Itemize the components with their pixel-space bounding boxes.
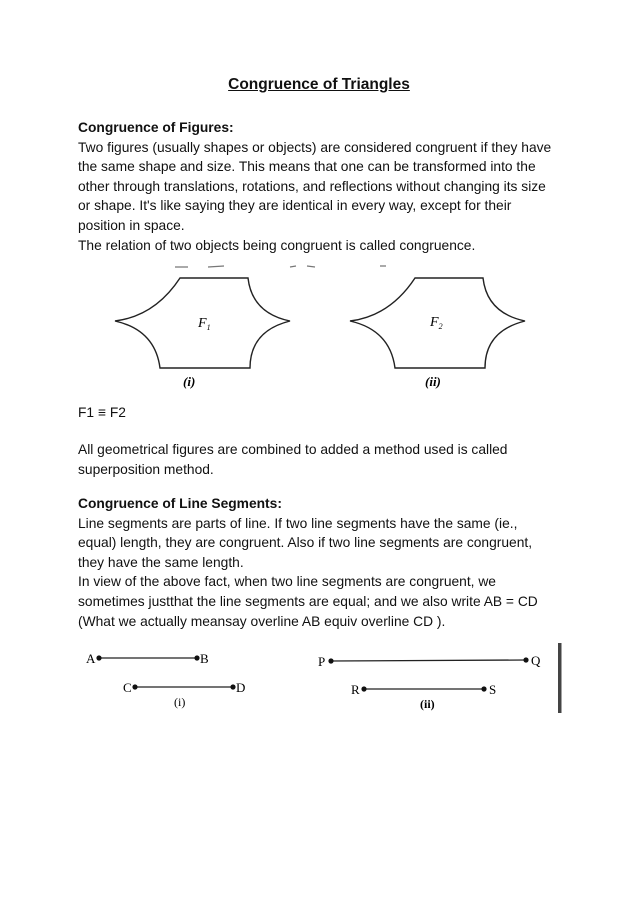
point-c bbox=[132, 684, 137, 689]
paragraph-line: (What we actually meansay overline AB equiv overline CD ). bbox=[78, 613, 446, 629]
figure-f1-label: $F_1$ bbox=[198, 316, 211, 332]
figure2-caption-right: (ii) bbox=[420, 697, 435, 711]
segment-pq bbox=[331, 660, 526, 661]
label-b: B bbox=[200, 651, 209, 666]
label-r: R bbox=[351, 682, 360, 697]
section-heading-figures: Congruence of Figures: bbox=[78, 120, 234, 135]
paragraph-line: All geometrical figures are combined to added a method used is called bbox=[78, 442, 508, 457]
equation-line bbox=[78, 403, 568, 423]
line-segments-diagram bbox=[80, 640, 570, 715]
label-c: C bbox=[123, 680, 132, 695]
paragraph-line: superposition method. bbox=[78, 461, 214, 477]
paragraph-line: or shape. It's like saying they are identical in every way, except for their bbox=[78, 198, 512, 214]
point-p bbox=[328, 658, 333, 663]
paragraph-line: Line segments are parts of line. If two line segments have the same (ie., bbox=[78, 515, 518, 531]
figure-f2-label: $F_2$ bbox=[430, 315, 443, 331]
label-s: S bbox=[489, 682, 497, 697]
figures-section bbox=[78, 118, 568, 255]
superposition-paragraph bbox=[78, 440, 568, 479]
label-a: A bbox=[86, 651, 96, 666]
paragraph-line: the same shape and size. This means that one can be transformed into the bbox=[78, 159, 536, 175]
figure1-caption-left: (i) bbox=[183, 374, 196, 389]
paragraph-line: equal) length, they are congruent. Also if two line segments are congruent, bbox=[78, 535, 533, 551]
paragraph-line: In view of the above fact, when two line segments are congruent, we bbox=[78, 574, 496, 590]
paragraph-line: The relation of two objects being congruent is called congruence. bbox=[78, 237, 476, 253]
paragraph-line: they have the same length. bbox=[78, 554, 244, 570]
point-s bbox=[481, 686, 486, 691]
label-d: D bbox=[236, 680, 246, 695]
paragraph-line: sometimes justthat the line segments are equal; and we also write AB = CD bbox=[78, 593, 538, 609]
paragraph-line: position in space. bbox=[78, 217, 185, 233]
label-p: P bbox=[318, 654, 326, 669]
section-heading-segments: Congruence of Line Segments: bbox=[78, 496, 282, 511]
equation-text: F1 ≡ F2 bbox=[78, 405, 126, 420]
scan-edge-mark bbox=[558, 643, 562, 713]
congruent-figures-diagram bbox=[100, 258, 540, 393]
page-title: Congruence of Triangles bbox=[228, 76, 410, 93]
point-b bbox=[194, 655, 199, 660]
figure2-caption-left: (i) bbox=[174, 695, 186, 709]
point-a bbox=[96, 655, 101, 660]
point-r bbox=[361, 686, 366, 691]
point-d bbox=[230, 684, 235, 689]
paragraph-line: Two figures (usually shapes or objects) are considered congruent if they have bbox=[78, 139, 552, 155]
point-q bbox=[523, 657, 528, 662]
segments-section bbox=[78, 494, 568, 631]
label-q: Q bbox=[531, 653, 541, 668]
paragraph-line: other through translations, rotations, and reflections without changing its size bbox=[78, 178, 546, 194]
figure1-caption-right: (ii) bbox=[425, 374, 441, 389]
